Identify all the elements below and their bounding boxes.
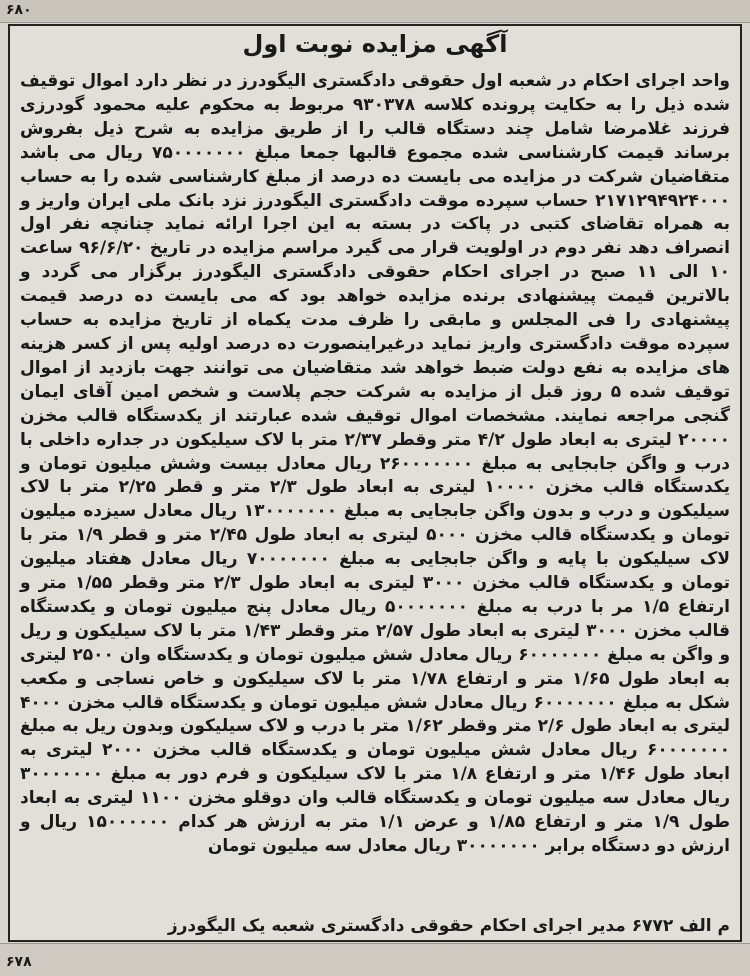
notice-frame: [8, 24, 742, 942]
top-strip: [0, 0, 750, 23]
notice-signature: م الف ۶۷۷۲ مدیر اجرای احکام حقوقی دادگستری شعبه یک الیگودرز: [167, 916, 730, 936]
bottom-strip: [0, 943, 750, 976]
page-number-bottom: ۶۷۸: [6, 954, 32, 970]
notice-title: آگهی مزایده نوبت اول: [242, 30, 508, 58]
page-number-top: ۶۸۰: [6, 2, 32, 18]
notice-body: واحد اجرای احکام در شعبه اول حقوقی دادگستری الیگودرز در نظر دارد اموال توقیف شده ذیل را به حکایت پرونده کلاسه ۹۳۰۳۷۸ مربوط به محکوم علیه محمود گودرزی فرزند غلامرضا شامل چند دستگاه قالب را از طریق مزایده به شرح ذیل بفروش برساند قیمت کارشناسی شده مجموع قالبها جمعا مبلغ ۷۵۰۰۰۰۰۰۰ ریال می باشد متقاضیان شرکت در مزایده می بایست ده درصد از مبلغ کارشناسی شده را به حساب ۲۱۷۱۲۹۴۹۲۴۰۰۰ حساب سپرده موقت دادگستری الیگودرز نزد بانک ملی ایران واریز و به همراه تقاضای کتبی در پاکت در بسته به این اجرا ارائه نماید چنانچه نفر اول انصراف دهد نفر دوم در اولویت قرار می گیرد مراسم مزایده در تاریخ ۹۶/۶/۲۰ ساعت ۱۰ الی ۱۱ صبح در اجرای احکام حقوقی دادگستری الیگودرز برگزار می گردد و بالاترین قیمت پیشنهادی برنده مزایده خواهد بود که می بایست ده درصد قیمت پیشنهادی را فی المجلس و مابقی را ظرف مدت یکماه از تاریخ مزایده به حساب سپرده موقت دادگستری واریز نماید درغیراینصورت ده درصد اولیه پس از کسر هزینه های مزایده به نفع دولت ضبط خواهد شد متقاضیان می توانند جهت بازدید از اموال توقیف شده ۵ روز قبل از مزایده به شرکت حجم پلاست و شخص امین آقای ایمان گنجی مراجعه نمایند. مشخصات اموال توقیف شده عبارتند از یکدستگاه قالب مخزن ۲۰۰۰۰ لیتری به ابعاد طول ۴/۲ متر وقطر ۲/۳۷ متر با لاک سیلیکون در جداره داخلی با درب و واگن جابجایی به مبلغ ۲۶۰۰۰۰۰۰۰ ریال معادل بیست وشش میلیون تومان و یکدستگاه قالب مخزن ۱۰۰۰۰ لیتری به ابعاد طول ۲/۳ متر و قطر ۲/۲۵ متر با لاک سیلیکون و درب و بدون واگن جابجایی به مبلغ ۱۳۰۰۰۰۰۰۰ ریال معادل سیزده میلیون تومان و یکدستگاه قالب مخزن ۵۰۰۰ لیتری به ابعاد طول ۲/۴۵ متر و قطر ۱/۹ متر با لاک سیلیکون با پایه و واگن جابجایی به مبلغ ۷۰۰۰۰۰۰۰ ریال معادل هفتاد میلیون تومان و یکدستگاه قالب مخزن ۳۰۰۰ لیتری به ابعاد طول ۲/۳ متر وقطر ۱/۵۵ متر و ارتفاع ۱/۵ مر با درب به مبلغ ۵۰۰۰۰۰۰۰ ریال معادل پنج میلیون تومان و یکدستگاه قالب مخزن ۳۰۰۰ لیتری به ابعاد طول ۲/۵۷ متر وقطر ۱/۴۳ متر با لاک سیلیکون و ریل و واگن به مبلغ ۶۰۰۰۰۰۰۰ ریال معادل شش میلیون تومان و یکدستگاه وان ۲۵۰۰ لیتری به ابعاد طول ۱/۶۵ متر و ارتفاع ۱/۷۸ متر با لاک سیلیکون و خاص نساجی و مکعب شکل به مبلغ ۶۰۰۰۰۰۰۰ ریال معادل شش میلیون تومان و یکدستگاه قالب مخزن ۴۰۰۰ لیتری به ابعاد طول ۲/۶ متر وقطر ۱/۶۲ متر با درب و لاک سیلیکون وبدون ریل به مبلغ ۶۰۰۰۰۰۰۰ ریال معادل شش میلیون تومان و یکدستگاه قالب مخزن ۲۰۰۰ لیتری به ابعاد طول ۱/۴۶ متر و ارتفاع ۱/۸ متر با لاک سیلیکون و فرم دور به مبلغ ۳۰۰۰۰۰۰۰ ریال معادل سه میلیون تومان و یکدستگاه قالب وان دوقلو مخزن ۱۱۰۰ لیتری به ابعاد طول ۱/۹ متر و ارتفاع ۱/۸۵ و عرض ۱/۱ متر به ارزش هر کدام ۱۵۰۰۰۰۰۰ ریال و ارزش دو دستگاه برابر ۳۰۰۰۰۰۰۰ ریال معادل سه میلیون تومان: [20, 71, 731, 856]
